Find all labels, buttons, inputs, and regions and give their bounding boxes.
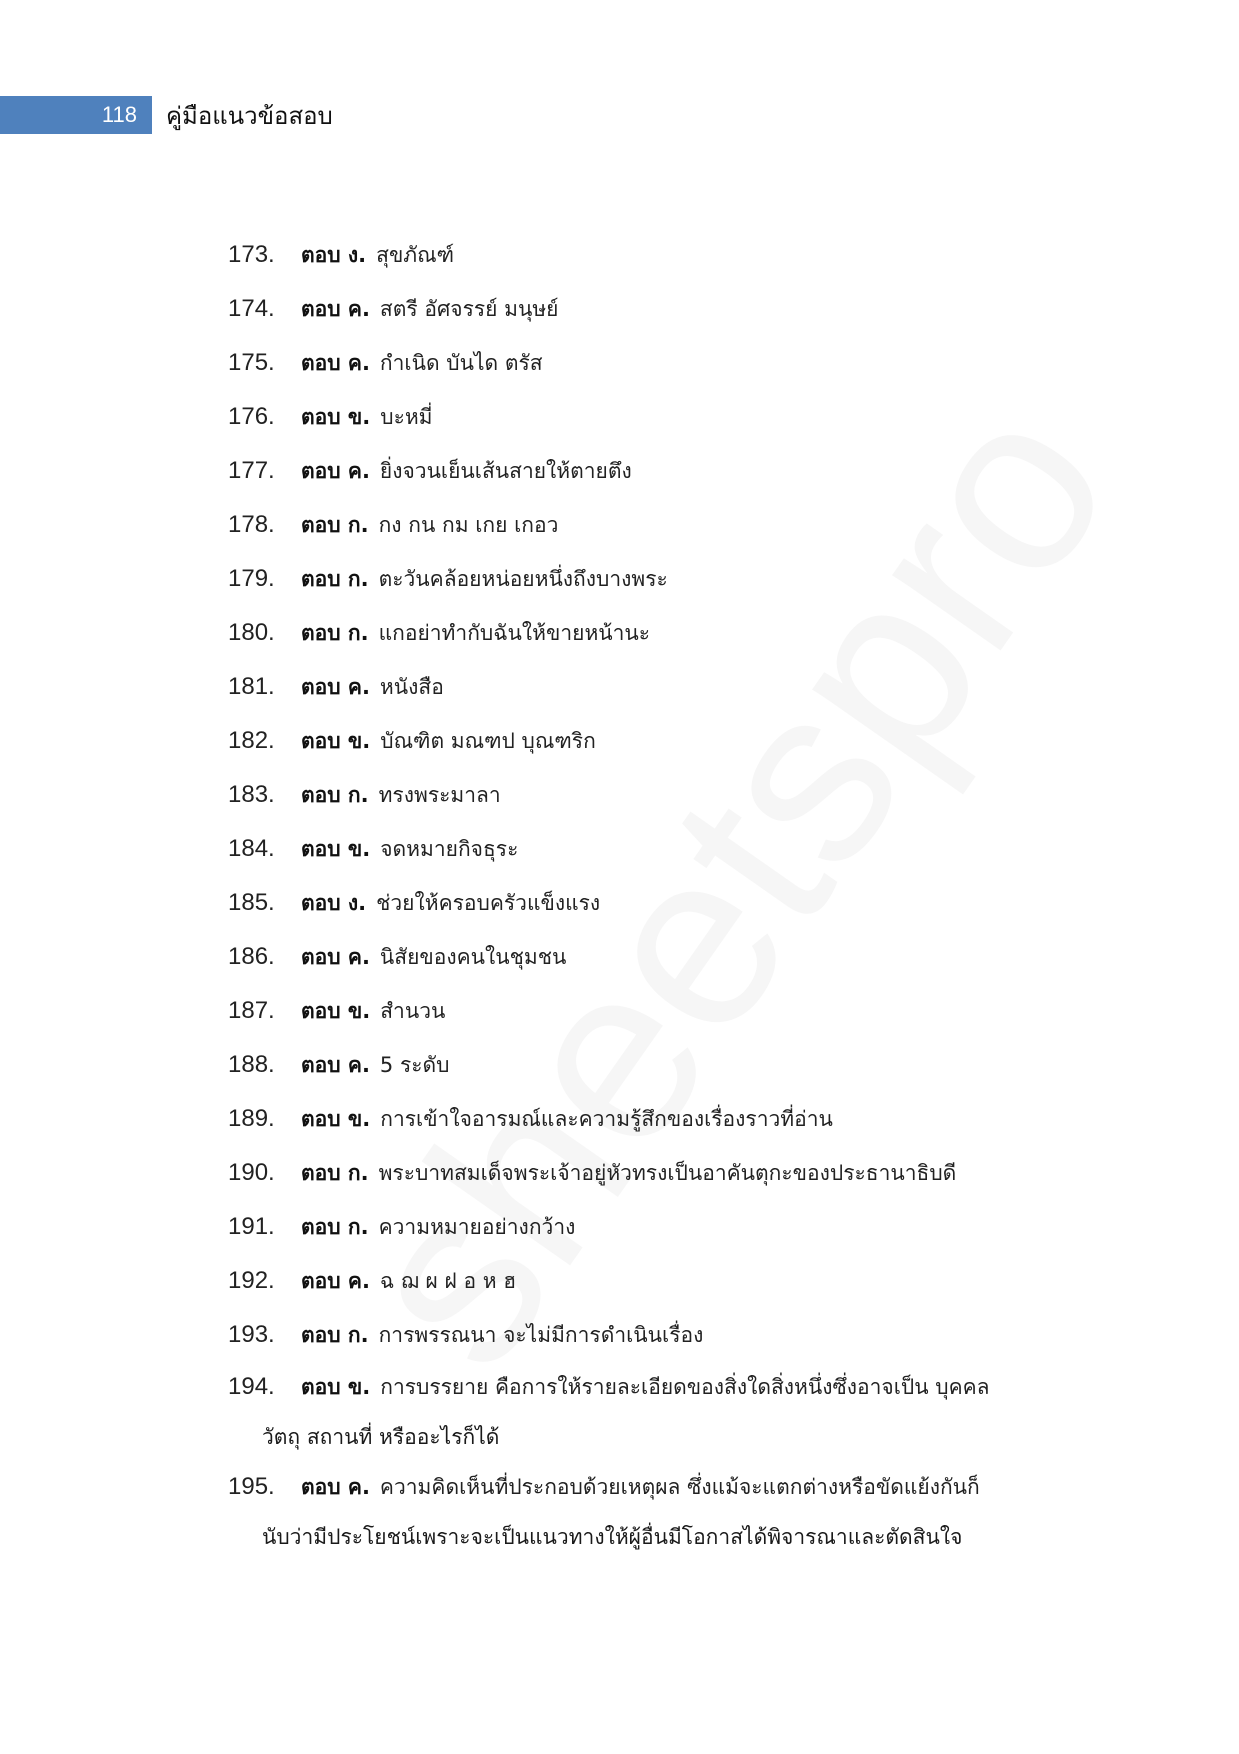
answer-text: ความหมายอย่างกว้าง	[378, 1215, 576, 1239]
answer-text: สุขภัณฑ์	[376, 243, 455, 267]
question-number: 185.	[228, 889, 275, 916]
page-number: 118	[101, 102, 137, 127]
question-number: 191.	[228, 1213, 275, 1240]
question-number: 178.	[228, 511, 275, 538]
answer-text: ทรงพระมาลา	[378, 783, 501, 807]
answer-item	[228, 1308, 1008, 1362]
page-number-badge	[0, 96, 152, 134]
answer-label: ตอบ ข.	[301, 729, 371, 753]
answer-label: ตอบ ข.	[301, 837, 371, 861]
book-title: คู่มือแนวข้อสอบ	[166, 101, 333, 130]
answer-item	[228, 1254, 1008, 1308]
answer-text: การพรรณนา จะไม่มีการดำเนินเรื่อง	[378, 1323, 704, 1347]
answer-item	[228, 228, 1008, 282]
answer-item	[228, 714, 1008, 768]
answer-label: ตอบ ข.	[301, 1375, 371, 1399]
answer-item	[228, 552, 1008, 606]
answer-label: ตอบ ค.	[301, 1475, 370, 1499]
answer-item	[228, 984, 1008, 1038]
question-number: 192.	[228, 1267, 275, 1294]
question-number: 195.	[228, 1473, 275, 1500]
answer-text-continued: วัตถุ สถานที่ หรืออะไรก็ได้	[262, 1425, 500, 1449]
answer-label: ตอบ ก.	[301, 621, 369, 645]
answer-text: ฉ ฌ ผ ฝ อ ห ฮ	[379, 1269, 517, 1293]
answer-label: ตอบ ข.	[301, 999, 371, 1023]
question-number: 186.	[228, 943, 275, 970]
question-number: 175.	[228, 349, 275, 376]
answer-text: นิสัยของคนในชุมชน	[379, 945, 567, 969]
question-number: 187.	[228, 997, 275, 1024]
answer-text: ช่วยให้ครอบครัวแข็งแรง	[376, 891, 601, 915]
answer-label: ตอบ ก.	[301, 1161, 369, 1185]
answer-item	[228, 822, 1008, 876]
answer-text: 5 ระดับ	[379, 1053, 450, 1077]
answer-label: ตอบ ค.	[301, 1269, 370, 1293]
question-number: 174.	[228, 295, 275, 322]
question-number: 184.	[228, 835, 275, 862]
answer-item	[228, 444, 1008, 498]
answer-label: ตอบ ค.	[301, 351, 370, 375]
answer-item	[228, 1362, 1008, 1462]
answer-item	[228, 606, 1008, 660]
answer-list	[228, 228, 1008, 1562]
answer-label: ตอบ ค.	[301, 1053, 370, 1077]
question-number: 190.	[228, 1159, 275, 1186]
question-number: 194.	[228, 1373, 275, 1400]
answer-label: ตอบ ก.	[301, 1323, 369, 1347]
answer-label: ตอบ ก.	[301, 1215, 369, 1239]
answer-text: ตะวันคล้อยหน่อยหนึ่งถึงบางพระ	[378, 567, 668, 591]
question-number: 173.	[228, 241, 275, 268]
question-number: 181.	[228, 673, 275, 700]
answer-item	[228, 1092, 1008, 1146]
answer-label: ตอบ ง.	[301, 891, 367, 915]
answer-text: จดหมายกิจธุระ	[380, 837, 519, 861]
question-number: 176.	[228, 403, 275, 430]
answer-item	[228, 336, 1008, 390]
page-header	[0, 96, 333, 134]
answer-text: บะหมี่	[380, 405, 433, 429]
question-number: 180.	[228, 619, 275, 646]
answer-text-continued: นับว่ามีประโยชน์เพราะจะเป็นแนวทางให้ผู้อื่นมีโอกาสได้พิจารณาและตัดสินใจ	[262, 1525, 963, 1549]
answer-item	[228, 930, 1008, 984]
answer-text: บัณฑิต มณฑป บุณฑริก	[380, 729, 596, 753]
question-number: 189.	[228, 1105, 275, 1132]
answer-text: แกอย่าทำกับฉันให้ขายหน้านะ	[378, 621, 651, 645]
question-number: 179.	[228, 565, 275, 592]
answer-text: กำเนิด บันได ตรัส	[379, 351, 543, 375]
answer-text: หนังสือ	[379, 675, 444, 699]
answer-text: กง กน กม เกย เกอว	[378, 513, 559, 537]
question-number: 193.	[228, 1321, 275, 1348]
answer-label: ตอบ ง.	[301, 243, 367, 267]
answer-text: การบรรยาย คือการให้รายละเอียดของสิ่งใดสิ่งหนึ่งซึ่งอาจเป็น บุคคล	[380, 1375, 990, 1399]
question-number: 177.	[228, 457, 275, 484]
answer-text: การเข้าใจอารมณ์และความรู้สึกของเรื่องราวที่อ่าน	[380, 1107, 833, 1131]
answer-text: สำนวน	[380, 999, 446, 1023]
answer-text: สตรี อัศจรรย์ มนุษย์	[379, 297, 559, 321]
answer-item	[228, 498, 1008, 552]
answer-label: ตอบ ข.	[301, 1107, 371, 1131]
answer-text: ความคิดเห็นที่ประกอบด้วยเหตุผล ซึ่งแม้จะแตกต่างหรือขัดแย้งกันก็	[379, 1475, 980, 1499]
answer-label: ตอบ ค.	[301, 459, 370, 483]
answer-item	[228, 1038, 1008, 1092]
answer-label: ตอบ ค.	[301, 297, 370, 321]
answer-label: ตอบ ข.	[301, 405, 371, 429]
question-number: 183.	[228, 781, 275, 808]
answer-label: ตอบ ก.	[301, 567, 369, 591]
question-number: 182.	[228, 727, 275, 754]
answer-item	[228, 876, 1008, 930]
answer-item	[228, 660, 1008, 714]
answer-item	[228, 1462, 1008, 1562]
answer-item	[228, 768, 1008, 822]
answer-text: พระบาทสมเด็จพระเจ้าอยู่หัวทรงเป็นอาคันตุกะของประธานาธิบดี	[378, 1161, 957, 1185]
answer-item	[228, 1200, 1008, 1254]
answer-label: ตอบ ก.	[301, 513, 369, 537]
answer-text: ยิ่งจวนเย็นเส้นสายให้ตายตึง	[379, 459, 632, 483]
answer-item	[228, 390, 1008, 444]
answer-label: ตอบ ค.	[301, 675, 370, 699]
answer-item	[228, 1146, 1008, 1200]
question-number: 188.	[228, 1051, 275, 1078]
answer-label: ตอบ ก.	[301, 783, 369, 807]
answer-label: ตอบ ค.	[301, 945, 370, 969]
answer-item	[228, 282, 1008, 336]
